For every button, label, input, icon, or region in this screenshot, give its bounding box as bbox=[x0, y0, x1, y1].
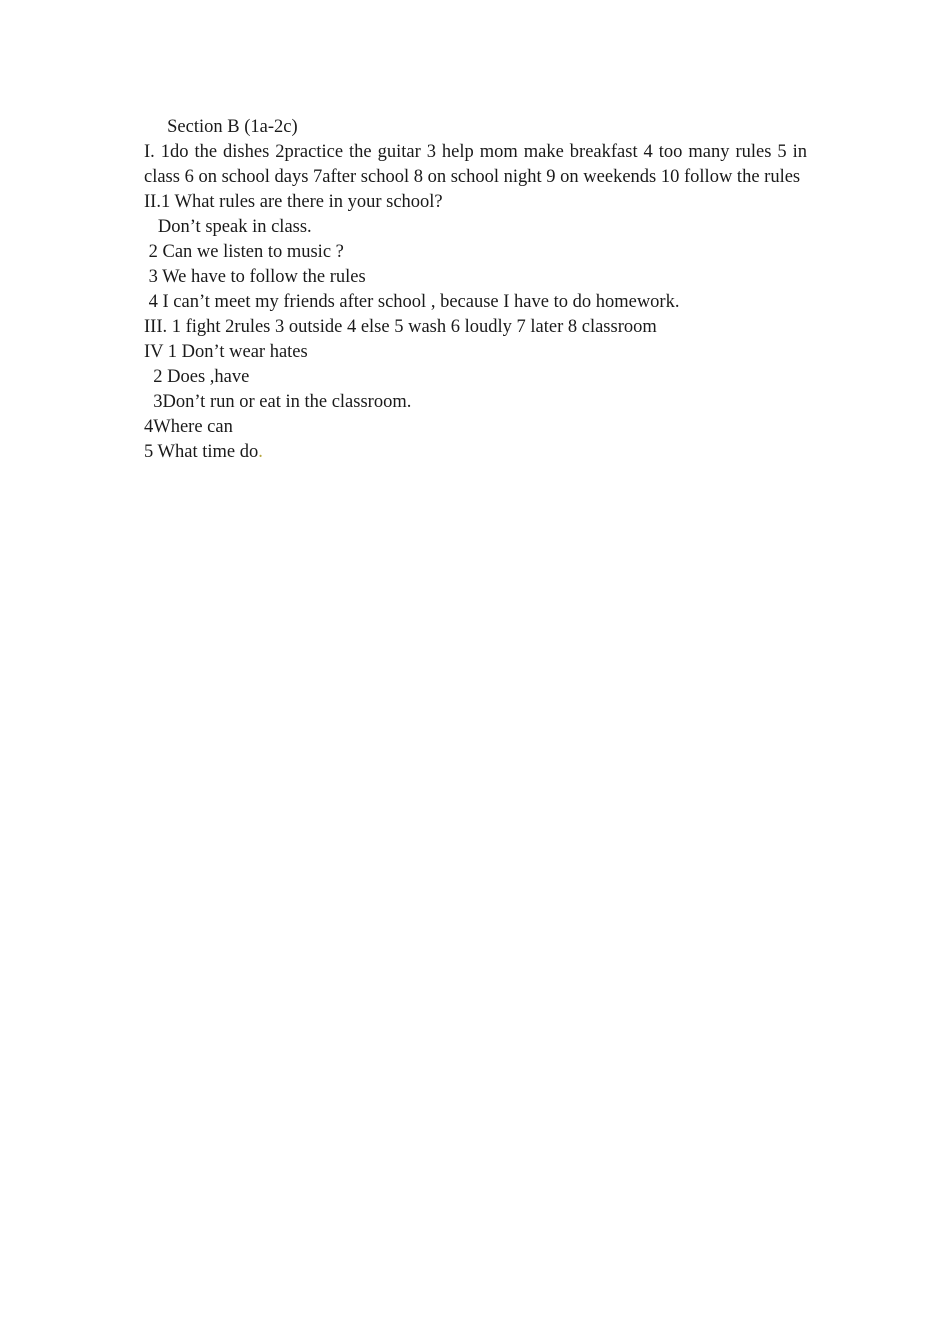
part-four-item-1: IV 1 Don’t wear hates bbox=[144, 342, 308, 362]
part-two-item-4: 4 I can’t meet my friends after school , because I have to do homework. bbox=[144, 292, 680, 312]
part-two-question-1: II.1 What rules are there in your school? bbox=[144, 192, 443, 212]
part-one-answers: I. 1do the dishes 2practice the guitar 3 help mom make breakfast 4 too many rules 5 in class 6 on school days 7after school 8 on school night 9 on weekends 10 follow the rules bbox=[144, 142, 807, 187]
part-three-answers: III. 1 fight 2rules 3 outside 4 else 5 wash 6 loudly 7 later 8 classroom bbox=[144, 317, 657, 337]
part-four-item-5-text: 5 What time do bbox=[144, 442, 259, 462]
part-four-item-4: 4Where can bbox=[144, 417, 233, 437]
part-four-item-3: 3Don’t run or eat in the classroom. bbox=[144, 392, 412, 412]
part-two-item-2: 2 Can we listen to music ? bbox=[144, 242, 344, 262]
part-two-answer-1: Don’t speak in class. bbox=[144, 217, 312, 237]
part-four-item-2: 2 Does ,have bbox=[144, 367, 250, 387]
section-title: Section B (1a-2c) bbox=[144, 117, 298, 137]
part-two-item-3: 3 We have to follow the rules bbox=[144, 267, 366, 287]
part-four-item-5 bbox=[144, 440, 807, 465]
answer-key-body bbox=[144, 115, 807, 465]
marker-dot: . bbox=[258, 442, 263, 462]
